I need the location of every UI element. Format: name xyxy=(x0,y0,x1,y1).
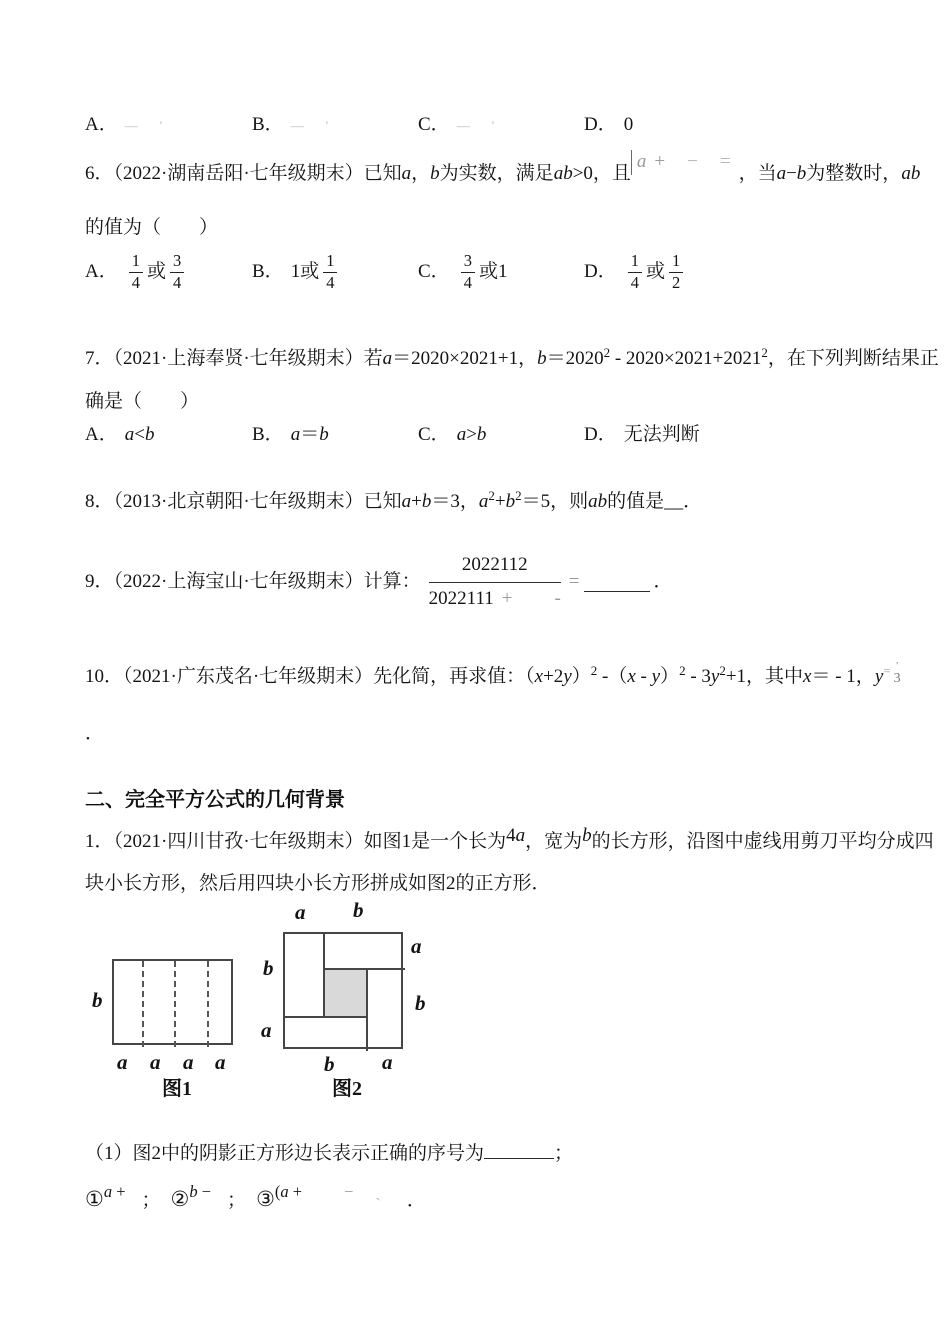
s2q1-line-2: 块小长方形，然后用四块小长方形拼成如图2的正方形． xyxy=(85,873,551,894)
q5-option-b: B． — ' xyxy=(252,114,329,135)
q6-options-row xyxy=(0,246,950,298)
figure-2-label-bottom-a: a xyxy=(382,1050,393,1074)
figure-2-label-top-b: b xyxy=(353,898,364,922)
q5-option-a: A． — ' xyxy=(85,114,163,135)
figure-2-inner-line xyxy=(366,968,368,1051)
figure-2-label-left-a: a xyxy=(261,1018,272,1042)
section-2-heading: 二、完全平方公式的几何背景 xyxy=(85,789,345,811)
figure-2-shaded-square xyxy=(325,970,366,1016)
figure-2-square xyxy=(283,932,403,1049)
figure-1-label-a: a xyxy=(150,1050,161,1074)
figure-2-caption: 图2 xyxy=(332,1078,362,1100)
figure-2-inner-line xyxy=(285,1016,366,1018)
q6-option-d: D． $\frac{1}{4}$ 或 $\frac{1}{2}$ xyxy=(584,246,687,298)
circled-3: ③ xyxy=(256,1187,275,1211)
figure-1-label-b: b xyxy=(92,988,103,1012)
figure-1-rectangle xyxy=(112,959,233,1045)
q10-y-value-fraction: ' 3 xyxy=(893,660,901,686)
q6-broken-formula: a + − = xyxy=(631,150,739,175)
figure-1-dashed-line xyxy=(174,961,176,1047)
q10-trailing-period: ． xyxy=(85,723,105,744)
part1-choices-line: ①a + ； ②b − ； ③(a + − ˎ ． xyxy=(85,1182,426,1211)
figure-2-label-right-a: a xyxy=(411,934,422,958)
q7-line-2: 确是（ ） xyxy=(85,391,200,412)
q7-option-d: D． 无法判断 xyxy=(584,424,700,445)
q6-option-c: C． $\frac{3}{4}$ 或1 xyxy=(418,250,508,292)
figure-1-dashed-line xyxy=(142,961,144,1047)
q6-option-b: B． 1或 $\frac{1}{4}$ xyxy=(252,246,341,298)
q6-line-1: 6．（2022·湖南岳阳·七年级期末）已知a，b为实数，满足ab>0，且a + − =，当a−b为整数时，ab xyxy=(85,151,921,184)
q8-line: 8．（2013·北京朝阳·七年级期末）已知a+b＝3，$a^2+b^2=5$，则ab的值是__． xyxy=(85,488,703,512)
q6-line-2: 的值为（ ） xyxy=(85,217,219,238)
q9-equals: = xyxy=(568,570,580,592)
figure-1-label-a: a xyxy=(117,1050,128,1074)
answer-blank xyxy=(584,572,650,593)
q7-option-a: A． a<b xyxy=(85,424,155,445)
part1-line: （1）图2中的阴影正方形边长表示正确的序号为 ； xyxy=(85,1138,573,1167)
figure-1-caption: 图1 xyxy=(162,1078,192,1100)
s2q1-line-1: 1．（2021·四川甘孜·七年级期末）如图1是一个长为4a，宽为b的长方形，沿图中虚线用剪刀平均分成四 xyxy=(85,825,934,852)
q10-line: 10．（2021·广东茂名·七年级期末）先化简，再求值：$(x+2y)^2$ $-(x - y)^2 - 3y^2+1$，其中x＝ - 1，y= ' 3 xyxy=(85,660,901,687)
figure-1-label-a: a xyxy=(183,1050,194,1074)
figure-2-label-right-b: b xyxy=(415,991,426,1015)
answer-blank xyxy=(484,1138,554,1159)
q6-option-a: A． $\frac{1}{4}$ 或 $\frac{3}{4}$ xyxy=(85,246,188,298)
q7-option-b: B． a＝b xyxy=(252,424,329,445)
figure-2-label-left-b: b xyxy=(263,956,274,980)
figure-1-dashed-line xyxy=(207,961,209,1047)
figure-2-label-top-a: a xyxy=(295,900,306,924)
q7-option-c: C． a>b xyxy=(418,424,487,445)
q9-line: 9．（2022·上海宝山·七年级期末）计算： $\frac{2022112}{2022111 + -}$ = ． xyxy=(85,556,673,608)
circled-2: ② xyxy=(170,1187,190,1211)
q5-option-c: C． — ' xyxy=(418,114,495,135)
figure-1-label-a: a xyxy=(215,1050,226,1074)
q9-fraction: $\frac{2022112}{2022111 + -}$ xyxy=(428,553,561,609)
figure-2-label-bottom-b: b xyxy=(324,1052,335,1076)
circled-1: ① xyxy=(85,1187,104,1211)
q7-line-1: 7．（2021·上海奉贤·七年级期末）若a＝2020×2021+1，$b=2020^2 - 2020\times 2021+2021^2$，在下列判断结果正 xyxy=(85,345,939,369)
q5-option-d: D． 0 xyxy=(584,114,634,135)
